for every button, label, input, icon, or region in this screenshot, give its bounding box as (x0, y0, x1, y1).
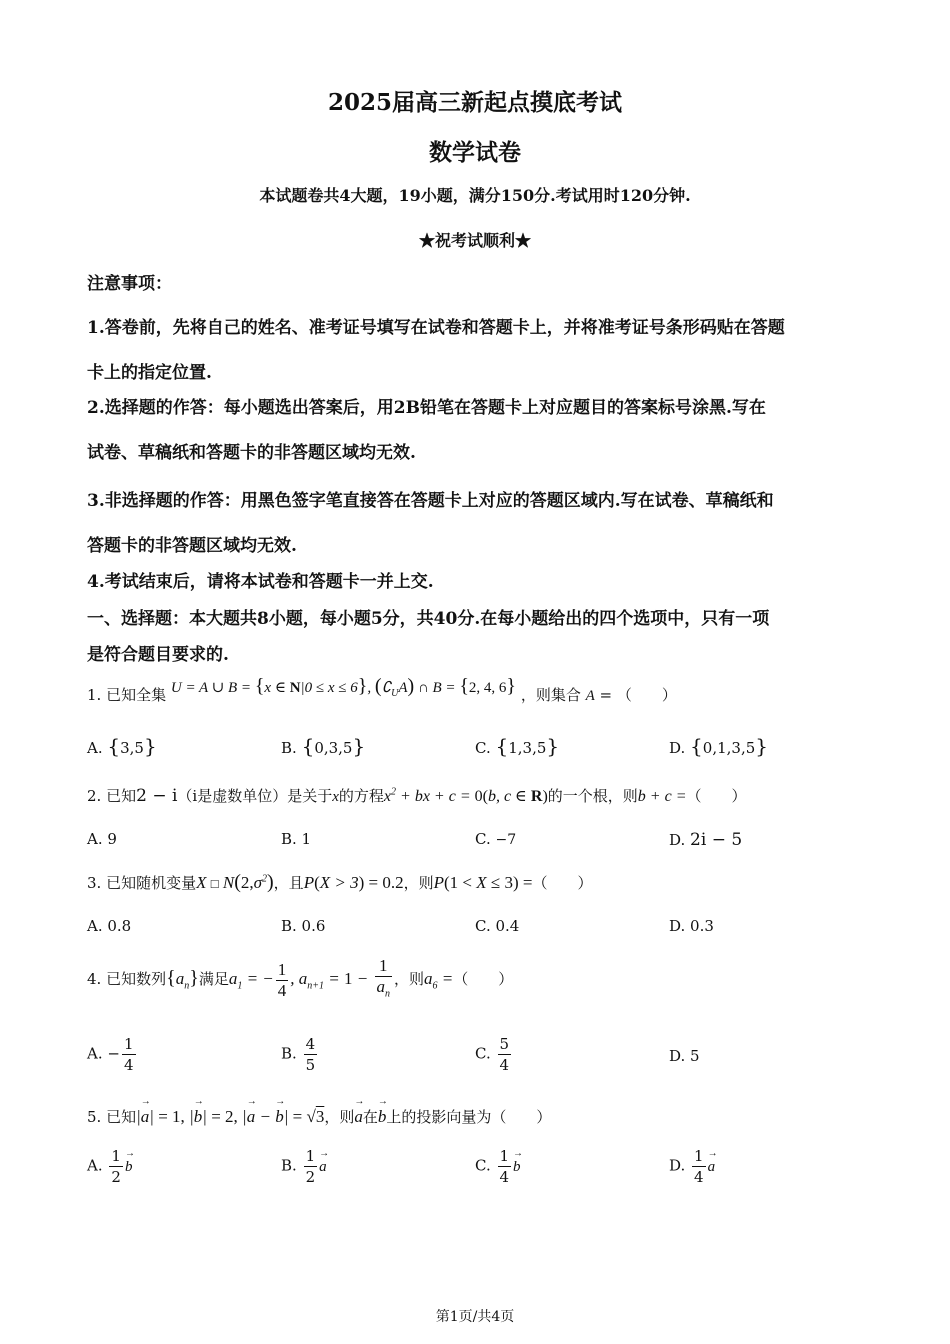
q1-option-d: D. {0,1,3,5} (669, 734, 768, 758)
q3-mid: ，且 (273, 874, 304, 892)
q5-given: |→ a| = 1, |→ b| = 2, |→ a − → b| = √3 (136, 1107, 324, 1126)
q4-recurrence: $a_1$ = − $\frac{1}{4}$ , $a_{n+1} = 1$ − $\frac{1}{a_n}$ (228, 956, 390, 1000)
q2-option-d: D. 2i − 5 (669, 830, 743, 850)
q4-target: $a_6$ = (424, 969, 454, 992)
q2-root: 2 − i (136, 786, 178, 806)
note-line: 2.选择题的作答：每小题选出答案后，用2B铅笔在答题卡上对应题目的答案标号涂黑.写在 (87, 398, 766, 418)
q2-prefix: 2. 已知 (87, 787, 137, 805)
note-line: 1.答卷前，先将自己的姓名、准考证号填写在试卷和答题卡上，并将准考证号条形码贴在答题 (87, 318, 785, 338)
q4-sequence: $\{a_n\}$ (166, 967, 199, 992)
q1-set-a: A (585, 688, 595, 704)
good-luck-line: ★祝考试顺利★ (418, 231, 531, 250)
question-5 (87, 1106, 551, 1127)
q3-option-d: D. 0.3 (669, 917, 714, 935)
note-line: 3.非选择题的作答：用黑色签字笔直接答在答题卡上对应的答题区域内.写在试卷、草稿纸和 (87, 491, 774, 511)
q3-option-c: C. 0.4 (475, 917, 520, 935)
q5-vec-b: → b (378, 1107, 387, 1126)
q1-suffix: ，则集合 (520, 686, 581, 704)
note-line: 4.考试结束后，请将本试卷和答题卡一并上交. (87, 572, 434, 592)
q3-blank: （ ） (532, 874, 593, 892)
q5-option-c: C. $\frac{1}{4}$ → b (475, 1146, 521, 1187)
q4-blank: （ ） (453, 970, 514, 989)
question-4 (87, 956, 513, 1004)
q2-option-a: A. 9 (87, 830, 117, 848)
question-3 (87, 871, 593, 894)
q3-option-a: A. 0.8 (87, 917, 132, 935)
q1-option-b: B. {0,3,5} (281, 734, 366, 758)
q4-option-b: B. $\frac{4}{5}$ (281, 1035, 316, 1074)
q1-option-a: A. {3,5} (87, 734, 157, 758)
q4-option-a: A. − $\frac{1}{4}$ (87, 1035, 134, 1074)
q5-option-a: A. $\frac{1}{2}$ → b (87, 1146, 132, 1187)
q5-vec-a: → a (354, 1107, 363, 1126)
question-2 (87, 785, 747, 806)
q2-equation: $x^2$ + bx + c = 0(b, c ∈ R) (383, 786, 548, 805)
q1-option-c: C. {1,3,5} (475, 734, 560, 758)
page-number: 第1页/共4页 (435, 1309, 515, 1325)
q3-distribution: X □ $N(2,\sigma^2)$ (196, 871, 274, 893)
q3-option-b: B. 0.6 (281, 917, 326, 935)
exam-title: 2025届高三新起点摸底考试 (327, 89, 622, 116)
q3-given: P(X > 3) = 0.2 (303, 873, 404, 892)
question-1: 1. 已知全集 U = A ∪ B = {x ∈ N|0 ≤ x ≤ 6}, $(∁_UA)$ ∩ B = {2, 4, 6} ，则集合 A = （ ） (87, 675, 677, 704)
q5-tail: 上的投影向量为（ ） (386, 1108, 552, 1126)
note-line: 试卷、草稿纸和答题卡的非答题区域均无效. (87, 443, 416, 463)
exam-info: 本试题卷共4大题，19小题，满分150分.考试用时120分钟. (259, 186, 691, 205)
q2-blank: （ ） (686, 787, 747, 805)
note-line: 答题卡的非答题区域均无效. (87, 536, 297, 556)
q3-suffix: ，则 (403, 874, 434, 892)
q2-option-b: B. 1 (281, 830, 312, 848)
q5-option-d: D. $\frac{1}{4}$ → a (669, 1146, 715, 1187)
q4-mid: 满足 (198, 970, 229, 989)
q4-prefix: 4. 已知数列 (87, 970, 167, 989)
section-heading: 一、选择题：本大题共8小题，每小题5分，共40分.在每小题给出的四个选项中，只有一项 (87, 609, 770, 629)
q2-option-c: C. −7 (475, 830, 517, 848)
q4-option-c: C. $\frac{5}{4}$ (475, 1035, 510, 1074)
q5-suffix: ，则 (324, 1108, 355, 1126)
q5-option-b: B. $\frac{1}{2}$ → a (281, 1146, 327, 1187)
subject-title: 数学试卷 (429, 139, 521, 166)
q2-var-x: x (332, 789, 339, 805)
q1-blank: （ ） (616, 686, 677, 704)
note-line: 卡上的指定位置. (87, 363, 212, 383)
q3-target: P(1 < X ≤ 3) = (433, 873, 533, 892)
q4-suffix: ，则 (394, 970, 425, 989)
q5-mid: 在 (362, 1108, 378, 1126)
q2-eq-prefix: 的方程 (338, 787, 384, 805)
section-heading-cont: 是符合题目要求的. (87, 645, 229, 665)
notes-heading: 注意事项： (87, 274, 172, 294)
q1-prefix: 1. 已知全集 (87, 686, 167, 704)
q1-formula: U = A ∪ B = {x ∈ N|0 ≤ x ≤ 6}, $(∁_UA)$ ∩ B = {2, 4, 6} (170, 675, 517, 699)
q3-prefix: 3. 已知随机变量 (87, 874, 197, 892)
q4-option-d: D. 5 (669, 1047, 700, 1065)
q2-sum: b + c = (637, 788, 687, 805)
q5-prefix: 5. 已知 (87, 1108, 137, 1126)
q2-paren: （i是虚数单位）是关于 (177, 787, 333, 805)
q2-suffix: 的一个根，则 (547, 787, 638, 805)
